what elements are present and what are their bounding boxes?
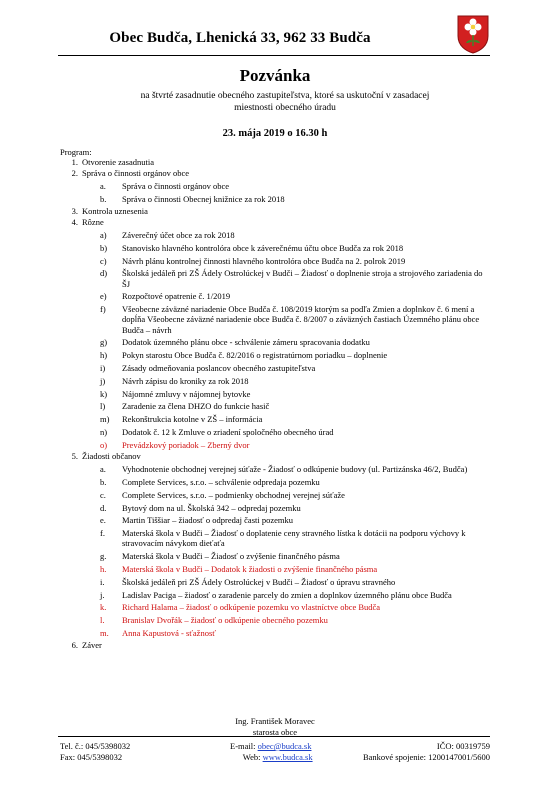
agenda-subitem-letter: k. <box>100 602 107 613</box>
agenda-subitem <box>60 427 500 437</box>
agenda-subitem-text: Complete Services, s.r.o. – schválenie odpredaja pozemku <box>122 477 320 488</box>
agenda-subitem-letter: o) <box>100 439 108 450</box>
agenda-subitem-text: Stanovisko hlavného kontrolóra obce k záverečnému účtu obce Budča za rok 2018 <box>122 242 404 253</box>
agenda-subitem-letter: n) <box>100 426 108 437</box>
agenda-subitem-text: Anna Kapustová - sťažnosť <box>122 628 216 639</box>
agenda-subitem-text: Nájomné zmluvy v nájomnej bytovke <box>122 388 251 399</box>
agenda-subitem-letter: l. <box>100 615 105 626</box>
agenda-item-number: 5. <box>71 451 78 462</box>
fax-value: 045/5398032 <box>77 751 123 762</box>
agenda-item-number: 2. <box>71 168 78 179</box>
agenda-subitem <box>60 564 500 574</box>
agenda-item <box>60 640 500 650</box>
agenda-subitem <box>60 464 500 474</box>
agenda-subitem-letter: m. <box>100 628 109 639</box>
bank-value: 1200147001/5600 <box>428 751 490 762</box>
agenda-item <box>60 206 500 216</box>
agenda-subitem <box>60 291 500 301</box>
agenda-subitem-letter: k) <box>100 388 108 399</box>
agenda-subitem-text: Materská škola v Budči – Žiadosť o zvýšenie finančného pásma <box>122 551 340 562</box>
signature-block <box>0 716 550 738</box>
agenda-item-number: 1. <box>71 156 78 167</box>
agenda-subitem-text: Dodatok č. 12 k Zmluve o zriadení spoločného obecného úrad <box>122 426 334 437</box>
agenda-item <box>60 157 500 167</box>
agenda-subitem-text: Návrh zápisu do kroniky za rok 2018 <box>122 375 249 386</box>
agenda-subitem-text: Zásady odmeňovania poslancov obecného zastupiteľstva <box>122 362 316 373</box>
agenda-item <box>60 451 500 461</box>
agenda-subitem <box>60 515 500 525</box>
coat-of-arms-icon <box>456 14 490 54</box>
footer-ico-bank <box>363 741 490 762</box>
agenda-subitem <box>60 440 500 450</box>
agenda-subitem-text: Materská škola v Budči – Žiadosť o doplatenie ceny stravného lístka k dotácii na podporu výchovy k stravovacím návykom dieťaťa <box>122 528 466 549</box>
agenda-item-label: Otvorenie zasadnutia <box>82 156 154 167</box>
agenda-subitem-text: Richard Halama – žiadosť o odkúpenie pozemku vo vlastníctve obce Budča <box>122 602 381 613</box>
header-divider <box>58 55 490 56</box>
agenda-subitem-letter: e. <box>100 515 106 526</box>
agenda-subitem-letter: g. <box>100 551 107 562</box>
program-label: Program: <box>60 147 92 157</box>
agenda-subitem-letter: i. <box>100 576 105 587</box>
agenda-subitem-letter: f) <box>100 304 106 315</box>
agenda-subitem <box>60 256 500 266</box>
agenda-subitem <box>60 602 500 612</box>
agenda-subitem-text: Bytový dom na ul. Školská 342 – odpredaj pozemku <box>122 502 301 513</box>
agenda-subitem-text: Prevádzkový poriadok – Zberný dvor <box>122 439 250 450</box>
agenda-subitem-letter: c. <box>100 489 106 500</box>
agenda-subitem-letter: d) <box>100 268 108 279</box>
agenda-subitem-letter: b. <box>100 477 107 488</box>
agenda-subitem <box>60 304 500 335</box>
agenda-subitem-text: Rekonštrukcia kotolne v ZŠ – informácia <box>122 414 263 425</box>
agenda-subitem-text: Školská jedáleň pri ZŠ Ádely Ostrolúckej v Budči – Žiadosť o doplnenie stroja a strojového zariadenia do ŠJ <box>122 268 483 289</box>
municipality-title: Obec Budča, Lhenická 33, 962 33 Budča <box>109 30 371 46</box>
web-label: Web: <box>242 751 263 762</box>
agenda-subitem-letter: g) <box>100 337 108 348</box>
agenda-subitem <box>60 337 500 347</box>
agenda-subitem-text: Complete Services, s.r.o. – podmienky obchodnej verejnej súťaže <box>122 489 345 500</box>
agenda-item-label: Kontrola uznesenia <box>82 205 148 216</box>
bank-label: Bankové spojenie: <box>362 751 429 762</box>
agenda-subitem <box>60 389 500 399</box>
agenda-subitem <box>60 477 500 487</box>
agenda-subitem-letter: b) <box>100 242 108 253</box>
agenda-subitem-letter: d. <box>100 502 107 513</box>
agenda-subitem-text: Návrh plánu kontrolnej činnosti hlavného kontrolóra obce Budča na 2. polrok 2019 <box>122 255 406 266</box>
agenda-subitem <box>60 490 500 500</box>
web-link[interactable]: www.budca.sk <box>262 751 313 762</box>
agenda-subitem <box>60 230 500 240</box>
agenda-subitem <box>60 528 500 548</box>
agenda-subitem-text: Ladislav Paciga – žiadosť o zaradenie parcely do zmien a doplnkov územného plánu obce Budča <box>122 589 452 600</box>
letterhead <box>60 14 490 54</box>
agenda-item-number: 6. <box>71 639 78 650</box>
agenda-item-label: Žiadosti občanov <box>82 451 141 462</box>
meeting-date: 23. mája 2019 o 16.30 h <box>222 128 328 139</box>
agenda-subitem-text: Rozpočtové opatrenie č. 1/2019 <box>122 291 231 302</box>
footer-divider <box>58 736 490 737</box>
agenda-subitem-letter: j) <box>100 375 106 386</box>
agenda-subitem-letter: m) <box>100 414 110 425</box>
agenda-subitem-letter: j. <box>100 589 105 600</box>
agenda-subitem-letter: b. <box>100 193 107 204</box>
agenda-subitem <box>60 363 500 373</box>
agenda-item-number: 3. <box>71 205 78 216</box>
agenda-subitem <box>60 268 500 288</box>
agenda-subitem-text: Zaradenie za člena DHZO do funkcie hasič <box>122 401 270 412</box>
agenda-item <box>60 217 500 227</box>
tel-value: 045/5398032 <box>85 741 131 751</box>
agenda-subitem <box>60 194 500 204</box>
agenda-subitem-letter: a. <box>100 464 106 475</box>
agenda-subitem <box>60 628 500 638</box>
agenda-subitem-letter: l) <box>100 401 106 412</box>
agenda-item-label: Správa o činnosti orgánov obce <box>82 168 190 179</box>
agenda-subitem <box>60 577 500 587</box>
agenda-subitem-text: Branislav Dvořák – žiadosť o odkúpenie obecného pozemku <box>122 615 328 626</box>
agenda-subitem-letter: a) <box>100 230 107 240</box>
agenda-subitem <box>60 590 500 600</box>
agenda-subitem-letter: h. <box>100 564 107 575</box>
agenda-subitem-letter: f. <box>100 528 105 539</box>
agenda-item-label: Rôzne <box>82 217 104 228</box>
email-label: E-mail: <box>230 741 258 751</box>
agenda-subitem-letter: h) <box>100 350 108 361</box>
agenda-subitem-letter: c) <box>100 255 107 266</box>
email-link[interactable]: obec@budca.sk <box>257 741 312 751</box>
agenda-subitem <box>60 551 500 561</box>
agenda-subitem <box>60 503 500 513</box>
fax-label: Fax: <box>60 751 78 762</box>
agenda-subitem-text: Správa o činnosti orgánov obce <box>122 181 230 191</box>
agenda-subitem-text: Správa o činnosti Obecnej knižnice za rok 2018 <box>122 193 285 204</box>
agenda-subitem <box>60 376 500 386</box>
agenda-item-number: 4. <box>71 217 78 228</box>
tel-label: Tel. č.: <box>60 741 86 751</box>
ico-value: 00319759 <box>456 741 490 751</box>
agenda-subitem-text: Martin Tiššiar – žiadosť o odpredaj časti pozemku <box>122 515 294 526</box>
agenda-subitem <box>60 414 500 424</box>
agenda-subitem-letter: a. <box>100 181 106 191</box>
agenda-subitem-text: Materská škola v Budči – Dodatok k žiadosti o zvýšenie finančného pásma <box>122 564 378 575</box>
footer-email-web <box>230 741 313 762</box>
agenda-subitem <box>60 401 500 411</box>
agenda-subitem <box>60 615 500 625</box>
document-title: Pozvánka <box>239 66 311 85</box>
signatory-name: Ing. František Moravec <box>235 716 315 726</box>
agenda-subitem-letter: i) <box>100 362 106 373</box>
agenda-subitem-text: Všeobecne záväzné nariadenie Obce Budča č. 108/2019 ktorým sa podľa Zmien a doplnkov č. 6 mení a dopĺňa Všeobecne záväzné nariadenie obce Budča č. 8/2007 o záväzných častiach Územného plánu obce Budča – návrh <box>122 304 480 335</box>
agenda-subitem-text: Pokyn starostu Obce Budča č. 82/2016 o registratúrnom poriadku – doplnenie <box>122 350 388 361</box>
signatory-role: starosta obce <box>252 727 298 737</box>
agenda-subitem-text: Školská jedáleň pri ZŠ Ádely Ostrolúckej v Budči – Žiadosť o úpravu stravného <box>122 576 396 587</box>
agenda-subitem <box>60 243 500 253</box>
document-subtitle: na štvrté zasadnutie obecného zastupiteľstva, ktoré sa uskutoční v zasadacej miestnosti obecného úradu <box>140 91 430 113</box>
agenda-subitem-text: Dodatok územného plánu obce - schválenie zámeru spracovania dodatku <box>122 337 370 348</box>
ico-label: IČO: <box>436 741 456 751</box>
agenda-item-label: Záver <box>82 639 102 650</box>
agenda-subitem <box>60 350 500 360</box>
footer-phone-fax <box>60 741 130 762</box>
agenda-subitem-text: Vyhodnotenie obchodnej verejnej súťaže - Žiadosť o odkúpenie budovy (ul. Partizánska 46/2, Budča) <box>122 464 468 475</box>
agenda-item <box>60 168 500 178</box>
agenda-subitem-text: Záverečný účet obce za rok 2018 <box>122 230 235 240</box>
agenda-subitem <box>60 181 500 191</box>
agenda-subitem-letter: e) <box>100 291 107 302</box>
agenda-list <box>60 155 500 650</box>
